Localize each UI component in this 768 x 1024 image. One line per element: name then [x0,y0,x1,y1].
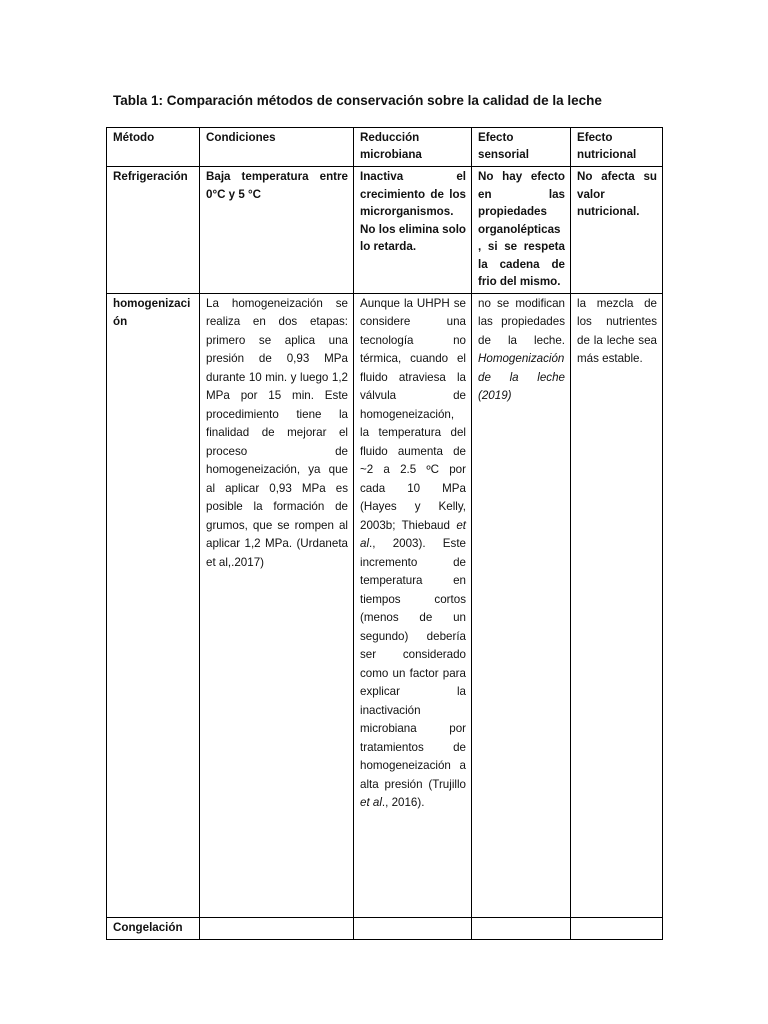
table-header-row [107,128,663,167]
condiciones-reference: (Urdaneta et al,.2017) [206,537,348,569]
cell-condiciones [200,293,354,917]
reduccion-text-2: ., 2003). Este incremento de temperatura en tiempos cortos (menos de un segundo) debería ser considerado como un factor para explicar la inactivación microbiana por tratamientos de homogeneización a alta presión (Trujillo [360,537,466,791]
cell-reduccion [354,917,472,940]
table-row [107,917,663,940]
header-reduccion: Reducción microbiana [354,128,472,167]
reduccion-etal-1: et al [360,518,466,550]
cell-condiciones [200,917,354,940]
row-label-homogenizacion: homogenización [107,293,200,917]
header-sensorial: Efecto sensorial [472,128,571,167]
row-label-refrigeracion: Refrigeración [107,167,200,294]
reduccion-text-a: Inactiva el crecimiento de los microrganismos. [360,170,466,218]
cell-condiciones: Baja temperatura entre 0°C y 5 °C [200,167,354,294]
reduccion-text-3: ., 2016). [381,796,425,809]
cell-nutricional: No afecta su valor nutricional. [571,167,663,294]
comparison-table [106,127,663,940]
cell-sensorial: No hay efecto en las propiedades organolépticas , si se respeta la cadena de frio del mismo. [472,167,571,294]
cell-nutricional [571,917,663,940]
cell-sensorial [472,293,571,917]
reduccion-text-b: No los elimina solo lo retarda. [360,222,466,253]
reduccion-text-1: Aunque la UHPH se considere una tecnología no térmica, cuando el fluido atraviesa la válvula de homogeneización, la temperatura del fluido aumenta de ~2 a 2.5 ºC por cada 10 MPa (Hayes y Kelly, 2003b; Thiebaud [360,296,466,532]
sensorial-reference: Homogenización de la leche (2019) [478,352,565,402]
header-nutricional: Efecto nutricional [571,128,663,167]
cell-sensorial [472,917,571,940]
row-label-congelacion: Congelación [107,917,200,940]
table-title: Tabla 1: Comparación métodos de conservación sobre la calidad de la leche [113,93,602,108]
table-row [107,167,663,294]
reduccion-etal-2: et al [360,796,382,809]
header-condiciones: Condiciones [200,128,354,167]
table-row [107,293,663,917]
cell-nutricional: la mezcla de los nutrientes de la leche sea más estable. [571,293,663,917]
header-metodo: Método [107,128,200,167]
cell-reduccion [354,167,472,294]
sensorial-text: no se modifican las propiedades de la leche. [478,296,565,347]
cell-reduccion [354,293,472,917]
condiciones-text: La homogeneización se realiza en dos etapas: primero se aplica una presión de 0,93 MPa durante 10 min. y luego 1,2 MPa por 15 min. Este procedimiento tiene la finalidad de mejorar el proceso de homogeneización, ya que al aplicar 0,93 MPa es posible la formación de grumos, que se rompen al aplicar 1,2 MPa. [206,296,348,550]
